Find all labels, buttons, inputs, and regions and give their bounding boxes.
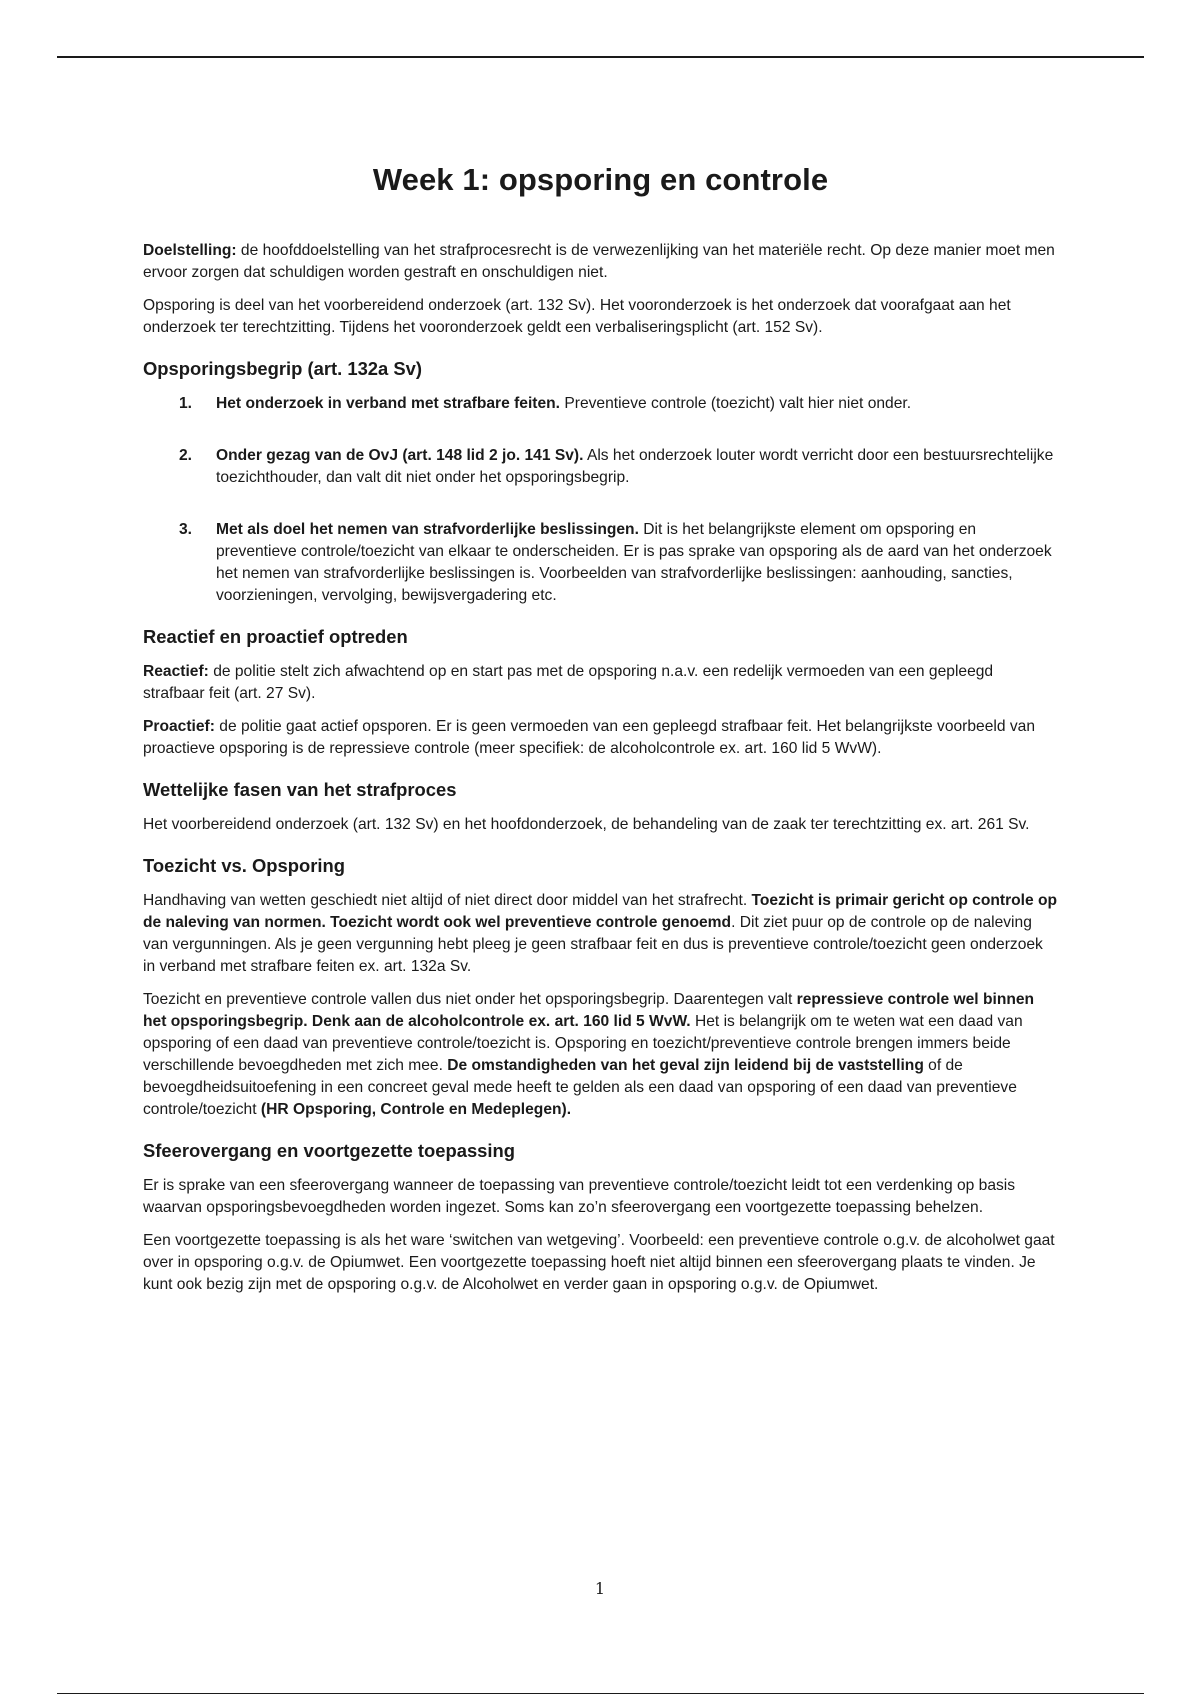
bold-run: (HR Opsporing, Controle en Medeplegen).	[260, 1101, 572, 1118]
list-number: 3.	[179, 521, 193, 538]
text-run: Het is belangrijk om te weten wat een daad van opsporing of een daad van preventieve controle/toezicht is. Opsporing en toezicht/preventieve controle brengen immers beide verschillende bevoegdheden met zich mee.	[143, 1013, 1023, 1074]
document-body	[143, 162, 1058, 1307]
doelstelling-text: de hoofddoelstelling van het strafprocesrecht is de verwezenlijking van het materiële recht. Op deze manier moet men ervoor zorgen dat schuldigen worden gestraft en onschuldigen niet.	[143, 242, 1055, 281]
doelstelling-label: Doelstelling:	[143, 242, 237, 259]
section-heading-reactief: Reactief en proactief optreden	[143, 626, 408, 647]
list-item-bold: Met als doel het nemen van strafvorderlijke beslissingen.	[216, 521, 639, 538]
fasen-paragraph: Het voorbereidend onderzoek (art. 132 Sv) en het hoofdonderzoek, de behandeling van de zaak ter terechtzitting ex. art. 261 Sv.	[143, 816, 1030, 833]
list-item-bold: Het onderzoek in verband met strafbare feiten.	[216, 395, 561, 412]
list-item	[143, 393, 1058, 415]
footer-rule	[57, 1693, 1144, 1694]
bold-run: De omstandigheden van het geval zijn leidend bij de vaststelling	[447, 1057, 924, 1074]
header-rule	[57, 56, 1144, 58]
proactief-label: Proactief:	[143, 718, 215, 735]
list-item	[143, 445, 1058, 489]
bold-run: repressieve controle wel binnen het opsporingsbegrip. Denk aan de alcoholcontrole ex. art. 160 lid 5 WvW.	[143, 991, 1035, 1030]
list-number: 1.	[179, 395, 193, 412]
text-run: of de bevoegdheidsuitoefening in een concreet geval mede heeft te gelden als een daad van opsporing of een daad van preventieve controle/toezicht	[143, 1057, 1017, 1118]
section-heading-sfeerovergang: Sfeerovergang en voortgezette toepassing	[143, 1140, 515, 1161]
intro-paragraph: Opsporing is deel van het voorbereidend onderzoek (art. 132 Sv). Het vooronderzoek is het onderzoek dat voorafgaat aan het onderzoek ter terechtzitting. Tijdens het vooronderzoek geldt een verbaliseringsplicht (art. 152 Sv).	[143, 297, 1011, 336]
text-run: Toezicht en preventieve controle vallen dus niet onder het opsporingsbegrip. Daarentegen valt	[143, 991, 797, 1008]
list-item-text: Preventieve controle (toezicht) valt hier niet onder.	[560, 395, 912, 412]
section-heading-opsporingsbegrip: Opsporingsbegrip (art. 132a Sv)	[143, 358, 422, 379]
opsporingsbegrip-list	[143, 393, 1058, 607]
section-heading-fasen: Wettelijke fasen van het strafproces	[143, 779, 457, 800]
page-title: Week 1: opsporing en controle	[372, 162, 829, 197]
reactief-text: de politie stelt zich afwachtend op en start pas met de opsporing n.a.v. een redelijk vermoeden van een gepleegd strafbaar feit (art. 27 Sv).	[143, 663, 994, 702]
toezicht-paragraph-2	[143, 989, 1058, 1121]
list-item	[143, 519, 1058, 607]
sfeerovergang-paragraph-1: Er is sprake van een sfeerovergang wanneer de toepassing van preventieve controle/toezicht leidt tot een verdenking op basis waarvan opsporingsbevoegdheden worden ingezet. Soms kan zo’n sfeerovergang een voortgezette toepassing behelzen.	[143, 1177, 1016, 1216]
text-run: . Dit ziet puur op de controle op de naleving van vergunningen. Als je geen vergunning hebt pleeg je geen strafbaar feit en dus is preventieve controle/toezicht geen onderzoek in verband met strafbare feiten ex. art. 132a Sv.	[143, 914, 1043, 975]
proactief-paragraph	[143, 716, 1058, 760]
toezicht-paragraph-1	[143, 890, 1058, 978]
page-number: 1	[594, 1579, 606, 1598]
reactief-paragraph	[143, 661, 1058, 705]
list-item-bold: Onder gezag van de OvJ (art. 148 lid 2 jo. 141 Sv).	[216, 447, 584, 464]
bold-run: Toezicht is primair gericht op controle op de naleving van normen. Toezicht wordt ook wel preventieve controle genoemd	[143, 892, 1058, 931]
section-heading-toezicht: Toezicht vs. Opsporing	[143, 855, 345, 876]
sfeerovergang-paragraph-2: Een voortgezette toepassing is als het ware ‘switchen van wetgeving’. Voorbeeld: een preventieve controle o.g.v. de alcoholwet gaat over in opsporing o.g.v. de Opiumwet. Een voortgezette toepassing hoeft niet altijd binnen een sfeerovergang plaats te vinden. Je kunt ook bezig zijn met de opsporing o.g.v. de Alcoholwet en verder gaan in opsporing o.g.v. de Opiumwet.	[143, 1232, 1055, 1293]
list-number: 2.	[179, 447, 193, 464]
proactief-text: de politie gaat actief opsporen. Er is geen vermoeden van een gepleegd strafbaar feit. Het belangrijkste voorbeeld van proactieve opsporing is de repressieve controle (meer specifiek: de alcoholcontrole ex. art. 160 lid 5 WvW).	[143, 718, 1035, 757]
text-run: Handhaving van wetten geschiedt niet altijd of niet direct door middel van het strafrecht.	[143, 892, 752, 909]
list-item-text: Als het onderzoek louter wordt verricht door een bestuursrechtelijke toezichthouder, dan valt dit niet onder het opsporingsbegrip.	[216, 447, 1054, 486]
doelstelling-paragraph	[143, 240, 1058, 284]
list-item-text: Dit is het belangrijkste element om opsporing en preventieve controle/toezicht van elkaar te onderscheiden. Er is pas sprake van opsporing als de aard van het onderzoek het nemen van strafvorderlijke beslissingen is. Voorbeelden van strafvorderlijke beslissingen: aanhouding, sancties, voorzieningen, vervolging, bewijsvergadering etc.	[216, 521, 1052, 604]
reactief-label: Reactief:	[143, 663, 209, 680]
